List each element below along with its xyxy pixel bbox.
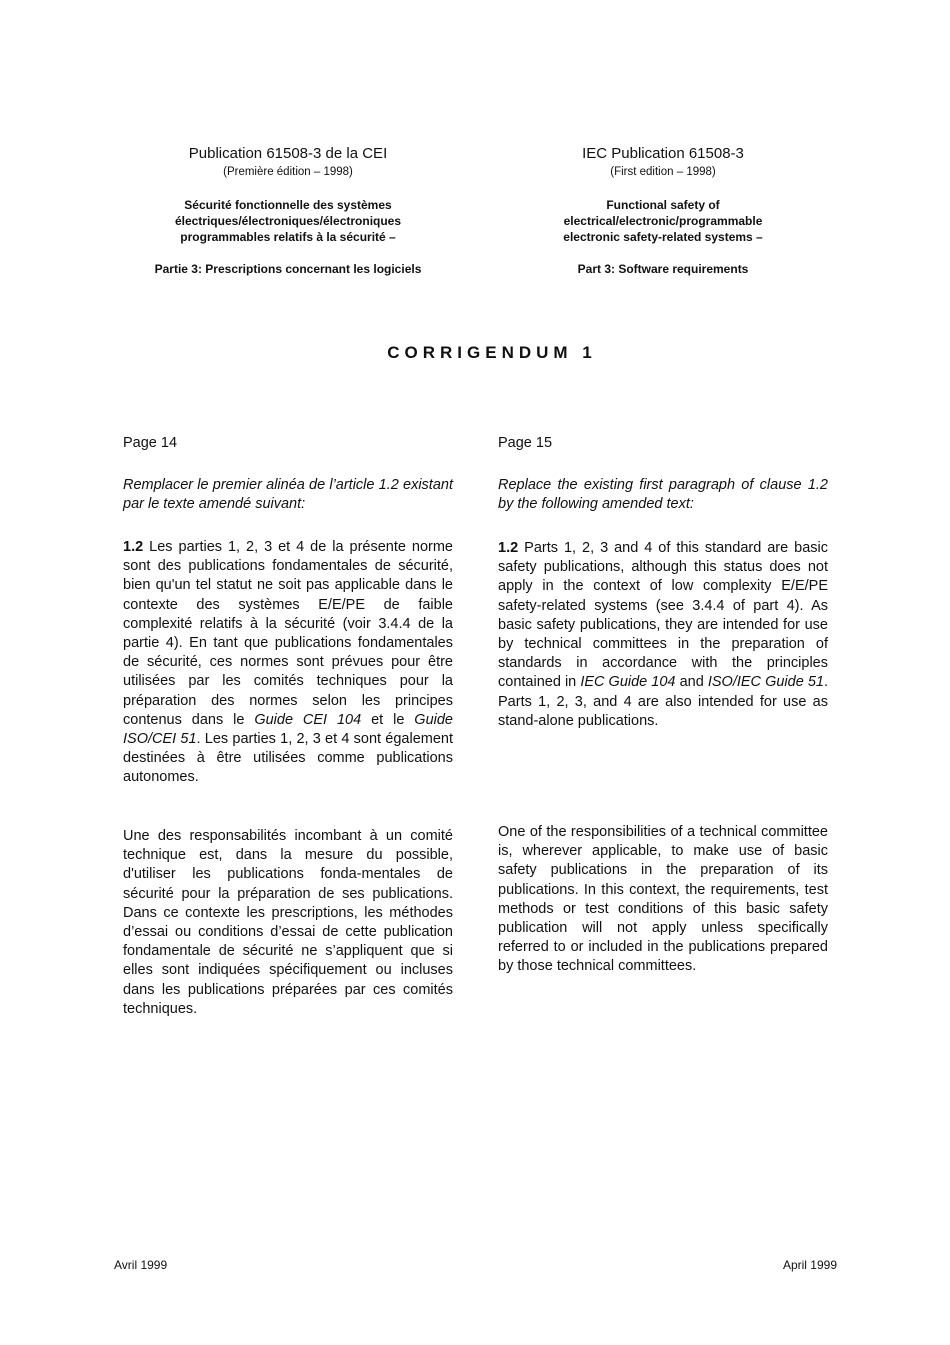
clause-text-fr: . Les parties 1, 2, 3 et 4 sont également destinées à être utilisées comme publications autonomes. — [123, 731, 453, 786]
corrigendum-title: CORRIGENDUM 1 — [387, 343, 597, 362]
page-number-en: Page 15 — [498, 435, 553, 451]
part-title-en: Part 3: Software requirements — [577, 262, 749, 276]
standard-title-fr — [108, 197, 468, 245]
standard-title-fr-line: Sécurité fonctionnelle des systèmes — [184, 198, 392, 212]
publication-title-en: IEC Publication 61508-3 — [582, 145, 744, 162]
clause-paragraph-fr — [123, 538, 453, 788]
clause-text-fr: et le — [361, 711, 415, 728]
standard-title-en — [483, 197, 843, 245]
part-title-fr: Partie 3: Prescriptions concernant les logiciels — [154, 262, 422, 276]
page-number-fr: Page 14 — [123, 435, 178, 451]
standard-title-en-line: electrical/electronic/programmable — [563, 214, 763, 228]
publication-title-fr: Publication 61508-3 de la CEI — [188, 145, 388, 162]
guide-reference-en: ISO/IEC Guide 51 — [707, 674, 824, 691]
clause-text-en: . Parts 1, 2, 3, and 4 are also intended for use as stand-alone publications. — [498, 674, 829, 729]
clause-text-en: and — [675, 674, 708, 691]
edition-en: (First edition – 1998) — [610, 166, 716, 178]
standard-title-en-line: Functional safety of — [606, 198, 720, 212]
standard-title-en-line: electronic safety-related systems – — [563, 230, 763, 244]
guide-reference-fr: Guide CEI 104 — [254, 711, 362, 728]
edition-fr: (Première édition – 1998) — [223, 166, 353, 178]
instruction-fr: Remplacer le premier alinéa de l’article 1.2 existant par le texte amendé suivant: — [123, 477, 453, 513]
guide-reference-en: IEC Guide 104 — [580, 674, 676, 691]
clause-text-fr: Les parties 1, 2, 3 et 4 de la présente norme sont des publications fondamentales de sécurité, bien qu'un tel statut ne soit pas applicable dans le contexte des systèmes E/E/PE de faible complexité relatifs à la sécurité (voir 3.4.4 de la partie 4). En tant que publications fondamentales de sécurité, ces normes sont prévues pour être utilisées par les comités techniques pour la préparation des normes selon les principes contenus dans le — [123, 539, 453, 728]
clause-number-en: 1.2 — [498, 540, 519, 556]
clause-number-fr: 1.2 — [123, 539, 144, 555]
responsibility-paragraph-fr: Une des responsabilités incombant à un comité technique est, dans la mesure du possible, d'utiliser les publications fonda-mentales de sécurité pour la préparation de ses publications. Dans ce contexte les prescriptions, les méthodes d’essai ou conditions d’essai de cette publication fondamentale de sécurité ne s’appliquent que si elles sont indiquées spécifiquement ou incluses dans les publications préparées par ces comités techniques. — [123, 828, 453, 1017]
header-en — [483, 145, 843, 277]
footer-date-fr: Avril 1999 — [114, 1258, 168, 1272]
header-fr — [108, 145, 468, 277]
instruction-en: Replace the existing first paragraph of clause 1.2 by the following amended text: — [498, 477, 828, 513]
standard-title-fr-line: électriques/électroniques/électroniques — [174, 214, 402, 228]
standard-title-fr-line: programmables relatifs à la sécurité – — [180, 230, 396, 244]
footer-date-en: April 1999 — [782, 1258, 837, 1272]
clause-paragraph-en — [498, 539, 828, 731]
responsibility-paragraph-en: One of the responsibilities of a technical committee is, wherever applicable, to make use of basic safety publications in the preparation of its publications. In this context, the requirements, test methods or test conditions of this basic safety publication will not apply unless specifically referred to or included in the publications prepared by those technical committees. — [498, 824, 828, 975]
clause-text-en: Parts 1, 2, 3 and 4 of this standard are basic safety publications, although this status does not apply in the context of low complexity E/E/PE safety-related systems (see 3.4.4 of part 4). As basic safety publications, they are intended for use by technical committees in the preparation of standards in accordance with the principles contained in — [498, 540, 828, 691]
guide-reference-fr: Guide ISO/CEI 51 — [123, 711, 453, 748]
